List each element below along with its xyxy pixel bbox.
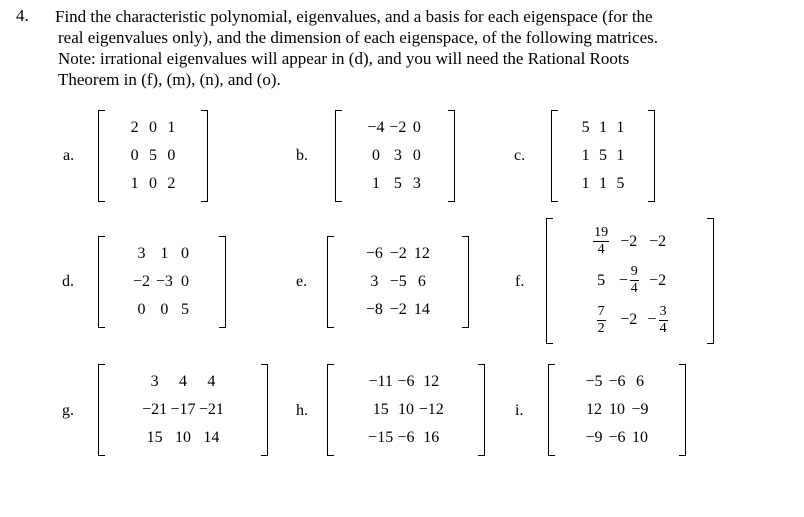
matrix-entry: −21 (142, 401, 168, 418)
matrix-entry: 14 (203, 429, 220, 446)
matrix-entry: 0 (148, 175, 157, 192)
matrix-row (588, 222, 672, 261)
fraction: $\frac{3}{4}$ (659, 303, 667, 336)
matrix-entry: −2 (620, 232, 638, 250)
matrix-entry: −6 (365, 245, 383, 262)
matrix (98, 236, 226, 328)
matrix-row (141, 396, 226, 424)
matrix-row (583, 368, 652, 396)
matrix-label: i. (515, 402, 524, 419)
matrix-entries (130, 240, 194, 324)
matrix (98, 364, 268, 456)
right-bracket (648, 110, 655, 202)
matrix-entry: − $\frac{3}{4}$ (647, 303, 667, 336)
matrix-entry: −4 (367, 119, 385, 136)
matrix-entry: −2 (620, 311, 638, 329)
matrix-row (126, 142, 181, 170)
matrix-entry (588, 301, 614, 340)
right-bracket (478, 364, 485, 456)
matrix-row (363, 296, 434, 324)
matrix-entries (126, 114, 181, 198)
matrix-row (367, 368, 446, 396)
matrix-entry: 0 (412, 119, 421, 136)
matrix-entry: 0 (371, 147, 380, 164)
matrix-entry: 4 (207, 373, 216, 390)
fraction: $\frac{9}{4}$ (630, 264, 638, 297)
matrix-entry: 1 (598, 119, 607, 136)
matrix-row (577, 170, 629, 198)
matrix-entry: 1 (371, 175, 380, 192)
matrix-entry: 5 (597, 271, 606, 289)
matrix-entry: 2 (130, 119, 139, 136)
left-bracket (98, 364, 105, 456)
matrix-entry: 0 (148, 119, 157, 136)
matrix-row (365, 170, 425, 198)
matrix-entry: 0 (180, 245, 189, 262)
matrix-entry: 5 (148, 147, 157, 164)
matrix-entry: 5 (393, 175, 402, 192)
matrix-row (130, 296, 194, 324)
matrix-entries (588, 222, 672, 340)
matrix-entry: 6 (636, 373, 644, 390)
right-bracket (201, 110, 208, 202)
problem-statement (55, 6, 744, 90)
matrix-entry: −2 (389, 245, 407, 262)
right-bracket (462, 236, 469, 328)
matrix-entry: −6 (608, 429, 626, 446)
matrix-row (588, 301, 672, 340)
matrix-entry: 10 (397, 401, 414, 418)
matrix-entry: 15 (146, 429, 163, 446)
problem-line: real eigenvalues only), and the dimension of each eigenspace, of the following matrices. (58, 28, 658, 47)
matrix-row (365, 142, 425, 170)
matrix-entries (577, 114, 629, 198)
matrix (551, 110, 655, 202)
matrix-entry: 12 (586, 401, 602, 418)
matrix-entry: −2 (649, 271, 667, 289)
problem-number: 4. (16, 6, 29, 25)
matrix-entries (363, 240, 434, 324)
matrix-entry: 6 (417, 273, 426, 290)
matrix-entry: 1 (581, 175, 590, 192)
matrix-row (583, 396, 652, 424)
matrix-entry: 12 (413, 245, 430, 262)
fraction: $\frac{19}{4}$ (594, 225, 609, 258)
right-bracket (219, 236, 226, 328)
right-bracket (261, 364, 268, 456)
matrix-label: a. (63, 147, 75, 164)
matrix-row (141, 368, 226, 396)
matrix-entry: 1 (130, 175, 139, 192)
left-bracket (551, 110, 558, 202)
matrix-row (367, 424, 446, 452)
matrix-entry: −21 (198, 401, 224, 418)
matrix-entry: 3 (150, 373, 159, 390)
matrix-entry: 0 (167, 147, 176, 164)
right-bracket (448, 110, 455, 202)
matrix-row (577, 142, 629, 170)
matrix-entry: −2 (389, 119, 407, 136)
matrix (546, 218, 714, 344)
problem-line: Note: irrational eigenvalues will appear in (d), and you will need the Rational Roots (58, 49, 630, 68)
matrix-row (130, 240, 194, 268)
matrix-entry: 2 (167, 175, 176, 192)
matrix-entry: −9 (585, 429, 603, 446)
matrix-entry: 0 (130, 147, 139, 164)
matrix-entry: −6 (608, 373, 626, 390)
left-bracket (327, 364, 334, 456)
left-bracket (98, 110, 105, 202)
left-bracket (548, 364, 555, 456)
matrix-entry: 5 (598, 147, 607, 164)
matrix-entry: 16 (423, 429, 440, 446)
matrix-entry: −2 (132, 273, 150, 290)
matrix-row (577, 114, 629, 142)
matrix-entry: −8 (365, 301, 383, 318)
matrix-entry: 0 (137, 301, 146, 318)
matrix-entry: 10 (609, 401, 625, 418)
matrix-entry: −6 (397, 429, 415, 446)
matrix-entry: −3 (155, 273, 173, 290)
problem-line: Find the characteristic polynomial, eigenvalues, and a basis for each eigenspace (for the (55, 7, 653, 26)
matrix-label: h. (296, 402, 308, 419)
matrix-label: d. (62, 273, 74, 290)
matrix-entry (588, 222, 614, 261)
matrix-entries (365, 114, 425, 198)
matrix-entry: 15 (372, 401, 389, 418)
matrix-entry: − $\frac{9}{4}$ (618, 264, 638, 297)
matrix (548, 364, 686, 456)
matrix (98, 110, 208, 202)
matrix-entry: −5 (389, 273, 407, 290)
matrix-entry: 0 (160, 301, 169, 318)
matrix-row (583, 424, 652, 452)
matrix-entry: 1 (167, 119, 176, 136)
matrix (327, 236, 469, 328)
matrix-entry: 3 (412, 175, 421, 192)
matrix-entry: 0 (180, 273, 189, 290)
matrix-row (365, 114, 425, 142)
matrix-entry: 10 (632, 429, 648, 446)
matrix-entry: −11 (368, 373, 393, 390)
problem-line: Theorem in (f), (m), (n), and (o). (58, 70, 281, 89)
matrix-entry: 1 (581, 147, 590, 164)
left-bracket (98, 236, 105, 328)
matrix-entry: −15 (368, 429, 394, 446)
right-bracket (679, 364, 686, 456)
matrix-row (126, 114, 181, 142)
matrix-label: b. (296, 147, 308, 164)
left-bracket (327, 236, 334, 328)
matrix (327, 364, 485, 456)
matrix-entry: 3 (137, 245, 146, 262)
matrix-row (363, 240, 434, 268)
matrix-entry: −17 (170, 401, 196, 418)
matrix-row (588, 261, 672, 300)
matrix-entry: −2 (389, 301, 407, 318)
matrix-label: c. (514, 147, 526, 164)
matrix-entry: 10 (174, 429, 191, 446)
matrix-entry: 1 (160, 245, 169, 262)
matrix-entry: 14 (413, 301, 430, 318)
matrix-row (126, 170, 181, 198)
matrix-entry: 12 (423, 373, 440, 390)
matrix-row (367, 396, 446, 424)
matrix-entry: −6 (397, 373, 415, 390)
matrix-entry: −9 (631, 401, 649, 418)
matrix-entry: 1 (616, 119, 625, 136)
matrix-entries (583, 368, 652, 452)
matrix-entries (141, 368, 226, 452)
matrix-entry: −12 (418, 401, 444, 418)
matrix-entries (367, 368, 446, 452)
matrix-entry: 1 (598, 175, 607, 192)
matrix-entry: 5 (616, 175, 625, 192)
matrix-entry: 1 (616, 147, 625, 164)
left-bracket (335, 110, 342, 202)
matrix-entry: 4 (178, 373, 187, 390)
matrix-entry: 3 (370, 273, 379, 290)
matrix-entry: 3 (393, 147, 402, 164)
matrix-entry: −5 (585, 373, 603, 390)
matrix-row (141, 424, 226, 452)
matrix-label: g. (62, 402, 74, 419)
matrix-entry: 5 (180, 301, 189, 318)
matrix-row (363, 268, 434, 296)
matrix-entry: −2 (649, 232, 667, 250)
matrix-label: f. (515, 273, 525, 290)
right-bracket (707, 218, 714, 344)
matrix (335, 110, 455, 202)
matrix-entry: 5 (581, 119, 590, 136)
matrix-row (130, 268, 194, 296)
fraction: $\frac{7}{2}$ (597, 303, 605, 336)
left-bracket (546, 218, 553, 344)
matrix-label: e. (296, 273, 308, 290)
matrix-entry: 0 (412, 147, 421, 164)
